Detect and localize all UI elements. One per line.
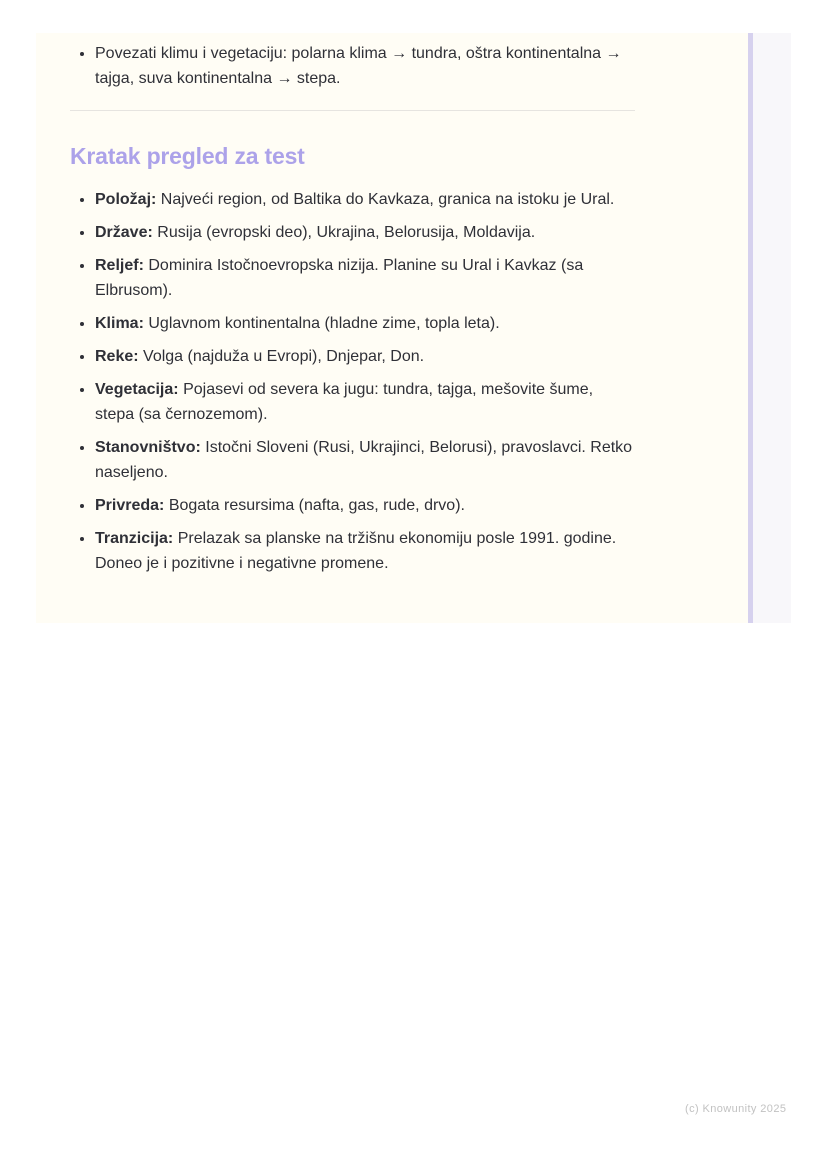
list-item (95, 435, 635, 485)
list-item-label: Položaj: (95, 191, 157, 208)
list-item (95, 220, 635, 245)
list-item (95, 41, 635, 91)
list-item-text: Pojasevi od severa ka jugu: tundra, tajga, mešovite šume, stepa (sa černozemom). (95, 381, 594, 423)
list-item-label: Tranzicija: (95, 530, 174, 547)
copyright-text: (c) Knowunity 2025 (685, 1103, 787, 1115)
list-item-text: Bogata resursima (nafta, gas, rude, drvo). (168, 497, 465, 514)
list-item-text: Najveći region, od Baltika do Kavkaza, granica na istoku je Ural. (160, 191, 615, 208)
list-item (95, 493, 635, 518)
list-item-text: Rusija (evropski deo), Ukrajina, Belorusija, Moldavija. (157, 224, 536, 241)
list-item-label: Privreda: (95, 497, 165, 514)
document-page (36, 33, 748, 623)
list-item-label: Vegetacija: (95, 381, 179, 398)
section-heading: Kratak pregled za test (70, 143, 305, 169)
right-margin-panel (753, 33, 791, 623)
list-item-label: Reke: (95, 348, 139, 365)
intro-bullet-text: Povezati klimu i vegetaciju: polarna klima → tundra, oštra kontinentalna → tajga, suva kontinentalna → stepa. (95, 45, 622, 87)
list-item-text: Dominira Istočnoevropska nizija. Planine su Ural i Kavkaz (sa Elbrusom). (95, 257, 584, 299)
list-item-text: Uglavnom kontinentalna (hladne zime, topla leta). (148, 315, 500, 332)
list-item (95, 311, 635, 336)
list-item-label: Klima: (95, 315, 144, 332)
list-item-label: Reljef: (95, 257, 144, 274)
list-item-text: Volga (najduža u Evropi), Dnjepar, Don. (143, 348, 425, 365)
list-item-label: Stanovništvo: (95, 439, 201, 456)
list-item-label: Države: (95, 224, 153, 241)
list-item (95, 253, 635, 303)
intro-list (70, 41, 635, 91)
list-item-text: Istočni Sloveni (Rusi, Ukrajinci, Belorusi), pravoslavci. Retko naseljeno. (95, 439, 633, 481)
list-item (95, 344, 635, 369)
list-item (95, 187, 635, 212)
review-list (70, 187, 635, 576)
list-item (95, 377, 635, 427)
section-divider (70, 110, 635, 111)
list-item (95, 526, 635, 576)
list-item-text: Prelazak sa planske na tržišnu ekonomiju posle 1991. godine. Doneo je i pozitivne i negativne promene. (95, 530, 617, 572)
